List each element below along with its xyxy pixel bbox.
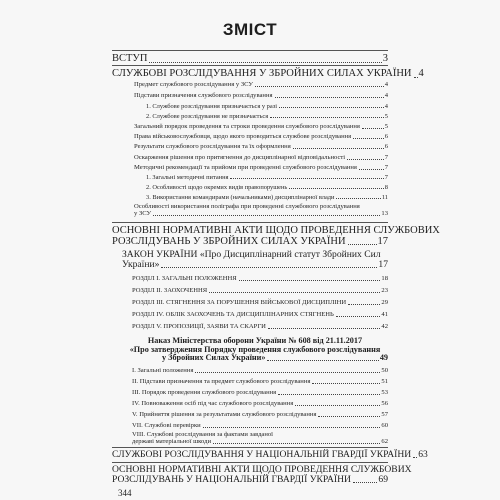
- toc-entry-page: 63: [418, 449, 428, 460]
- toc-entry: [146, 114, 388, 120]
- toc-entry-page: 5: [384, 113, 388, 120]
- toc-entry-text-line: у ЗСУ: [134, 209, 152, 217]
- toc-entry-material-damage: [132, 432, 388, 446]
- toc-entry-page: 5: [384, 123, 388, 130]
- toc-entry-text: ІІ. Підстави призначення та предмет службового розслідування: [132, 378, 311, 385]
- toc-entry-text-line: ЗАКОН УКРАЇНИ «Про Дисциплінарний статут Збройних Сил: [122, 249, 381, 260]
- toc-entry-page: 6: [384, 133, 388, 140]
- toc-entry-text-line: ОСНОВНІ НОРМАТИВНІ АКТИ ЩОДО ПРОВЕДЕННЯ СЛУЖБОВИХ: [112, 225, 440, 236]
- footer-page-number: 344: [118, 488, 132, 498]
- toc-entry-text: 2. Особливості щодо окремих видів правопорушень: [146, 184, 288, 191]
- toc-entry-text: V. Прийняття рішення за результатами службового розслідування: [132, 411, 317, 418]
- toc-entry: [134, 144, 388, 151]
- toc-entry-page: 57: [381, 411, 388, 418]
- top-rule: [112, 50, 388, 51]
- toc-entry-page: 42: [381, 323, 388, 330]
- toc-entry-text: Права військовослужбовця, щодо якого проводиться службове розслідування: [134, 133, 352, 140]
- toc-entry-text-line: державі матеріальної шкоди: [132, 437, 211, 445]
- toc-entry-text: Підстави призначення службового розслідування: [134, 92, 273, 99]
- toc-entry-afu-normative-acts: [112, 225, 440, 248]
- dot-leader: [353, 482, 377, 483]
- toc-entry-text: Загальний порядок проведення та строки проведення службового розслідування: [134, 123, 360, 130]
- dot-leader: [213, 443, 380, 444]
- toc-entry-law-disciplinary-statute: [122, 250, 388, 270]
- dot-leader: [293, 148, 384, 149]
- dot-leader: [336, 316, 381, 317]
- section-rule: [112, 462, 388, 463]
- dot-leader: [209, 292, 380, 293]
- toc-entry-page: 4: [384, 81, 388, 88]
- toc-entry-text: 2. Службове розслідування не призначається: [146, 113, 269, 120]
- toc-entry: [134, 124, 388, 131]
- toc-entry-page: 7: [384, 164, 388, 171]
- toc-entry: [134, 155, 388, 162]
- toc-entry-page: 50: [381, 367, 388, 374]
- toc-entry-text-line: РОЗСЛІДУВАНЬ У ЗБРОЙНИХ СИЛАХ УКРАЇНИ: [112, 236, 346, 248]
- toc-entry-text: Методичні рекомендації та прийоми при проведенні службового розслідування: [134, 164, 357, 171]
- toc-entry-text: Результати службового розслідування та їх оформлення: [134, 143, 291, 150]
- toc-entry-text: ІІІ. Порядок проведення службового розслідування: [132, 389, 277, 396]
- dot-leader: [255, 86, 384, 87]
- section-rule: [112, 65, 388, 66]
- toc-entry-page: 69: [378, 474, 388, 486]
- toc-entry-page: 23: [381, 287, 388, 294]
- toc-entry: [146, 195, 388, 201]
- toc-entry: [132, 300, 388, 307]
- dot-leader: [336, 198, 380, 199]
- dot-leader: [318, 416, 380, 417]
- toc-entry-afu-investigations: [112, 68, 424, 80]
- toc-entry-page: 60: [381, 422, 388, 429]
- toc-entry-text-line: у Збройних Силах України»: [162, 353, 266, 363]
- toc-entry-text: РОЗДІЛ І. ЗАГАЛЬНІ ПОЛОЖЕННЯ: [132, 275, 237, 282]
- dot-leader: [413, 457, 417, 458]
- toc-entry: [146, 104, 388, 110]
- toc-entry-text: СЛУЖБОВІ РОЗСЛІДУВАННЯ У НАЦІОНАЛЬНІЙ ГВАРДІЇ УКРАЇНИ: [112, 449, 412, 460]
- toc-entry-text: 1. Загальні методичні питання: [146, 174, 229, 181]
- toc-entry-ngu-normative-acts: [112, 464, 412, 486]
- dot-leader: [348, 304, 380, 305]
- toc-entry-text: VІІ. Службові перевірки: [132, 422, 201, 429]
- toc-entry: [132, 324, 388, 331]
- toc-entry-text: ВСТУП: [112, 53, 148, 64]
- toc-entry: [146, 175, 388, 181]
- toc-entry-text: 1. Службове розслідування призначається у разі: [146, 103, 278, 110]
- dot-leader: [153, 215, 380, 216]
- dot-leader: [239, 280, 381, 281]
- dot-leader: [353, 138, 384, 139]
- dot-leader: [312, 383, 380, 384]
- toc-entry-text-line: України»: [122, 259, 160, 271]
- toc-entry-page: 49: [379, 353, 388, 363]
- toc-entry-page: 56: [381, 400, 388, 407]
- toc-entry: [132, 312, 388, 319]
- dot-leader: [275, 97, 384, 98]
- toc-entry-page: 17: [377, 236, 388, 248]
- toc-entry: [134, 93, 388, 100]
- toc-entry-page: 11: [381, 194, 388, 201]
- toc-entry-page: 4: [384, 92, 388, 99]
- toc-entry-page: 17: [378, 259, 388, 271]
- dot-leader: [268, 328, 380, 329]
- toc-entry-text: СЛУЖБОВІ РОЗСЛІДУВАННЯ У ЗБРОЙНИХ СИЛАХ УКРАЇНИ: [112, 68, 412, 79]
- dot-leader: [195, 372, 380, 373]
- toc-entry: [132, 368, 388, 375]
- toc-entry-text-line: VІІІ. Службові розслідування за фактами завданої: [132, 431, 274, 438]
- dot-leader: [267, 360, 378, 361]
- toc-entry-intro: [112, 54, 388, 65]
- toc-entry-text: РОЗДІЛ V. ПРОПОЗИЦІЇ, ЗАЯВИ ТА СКАРГИ: [132, 323, 266, 330]
- toc-entry-text: 3. Використання командирами (начальниками) дисциплінарної влади: [146, 194, 335, 201]
- toc-entry-ngu-investigations: [112, 449, 428, 460]
- dot-leader: [278, 394, 380, 395]
- toc-entry: [132, 412, 388, 419]
- toc-entry-page: 3: [382, 53, 388, 64]
- dot-leader: [347, 159, 384, 160]
- dot-leader: [161, 267, 377, 268]
- toc-entry: [134, 165, 388, 172]
- toc-entry-page: 8: [384, 184, 388, 191]
- dot-leader: [230, 178, 383, 179]
- toc-entry: [134, 134, 388, 141]
- dot-leader: [414, 77, 418, 78]
- toc-entry-mod-order-608: [122, 337, 388, 363]
- toc-entry-page: 4: [418, 68, 424, 79]
- toc-entry-text: РОЗДІЛ ІІ. ЗАОХОЧЕННЯ: [132, 287, 208, 294]
- toc-entry: [146, 185, 388, 191]
- toc-entry-page: 53: [381, 389, 388, 396]
- dot-leader: [295, 405, 380, 406]
- toc-entry-page: 29: [381, 299, 388, 306]
- toc-entry-page: 6: [384, 143, 388, 150]
- toc-entry-page: 41: [381, 311, 388, 318]
- toc-entry-polygraph: [134, 204, 388, 218]
- toc-entry-text-line: ОСНОВНІ НОРМАТИВНІ АКТИ ЩОДО ПРОВЕДЕННЯ СЛУЖБОВИХ: [112, 464, 412, 475]
- toc-entry: [134, 82, 388, 89]
- dot-leader: [279, 107, 384, 108]
- dot-leader: [362, 128, 384, 129]
- toc-entry: [132, 401, 388, 408]
- toc-entry-text: Оскарження рішення про притягнення до дисциплінарної відповідальності: [134, 154, 346, 161]
- toc-entry-page: 13: [381, 209, 388, 217]
- dot-leader: [149, 62, 381, 63]
- toc-entry-text: IV. Повноваження осіб під час службового розслідування: [132, 400, 294, 407]
- toc-entry: [132, 288, 388, 295]
- toc-entry-text-line: Особливості використання поліграфа при проведенні службового розслідування: [134, 203, 360, 210]
- toc-entry-page: 7: [384, 174, 388, 181]
- page-title: ЗМІСТ: [222, 20, 278, 39]
- dot-leader: [359, 169, 384, 170]
- toc-entry-text-line: РОЗСЛІДУВАНЬ У НАЦІОНАЛЬНІЙ ГВАРДІЇ УКРАЇНИ: [112, 474, 351, 486]
- section-rule: [112, 447, 388, 448]
- dot-leader: [348, 244, 377, 245]
- toc-entry: [132, 379, 388, 386]
- toc-entry: [132, 276, 388, 283]
- toc-entry-text: Предмет службового розслідування у ЗСУ: [134, 81, 254, 88]
- dot-leader: [203, 427, 381, 428]
- section-rule: [112, 222, 388, 223]
- toc-entry: [132, 390, 388, 397]
- toc-entry-page: 51: [381, 378, 388, 385]
- toc-entry-text: І. Загальні положення: [132, 367, 194, 374]
- dot-leader: [270, 117, 384, 118]
- toc-entry-text: РОЗДІЛ IV. ОБЛІК ЗАОХОЧЕНЬ ТА ДИСЦИПЛІНАРНИХ СТЯГНЕНЬ: [132, 311, 334, 318]
- dot-leader: [289, 188, 383, 189]
- toc-entry: [132, 423, 388, 430]
- toc-entry-text-line: Наказ Міністерства оборони України № 608 від 21.11.2017: [147, 336, 363, 345]
- toc-entry-page: 7: [384, 154, 388, 161]
- toc-entry-page: 4: [384, 103, 388, 110]
- toc-entry-text: РОЗДІЛ ІІІ. СТЯГНЕННЯ ЗА ПОРУШЕННЯ ВІЙСЬКОВОЇ ДИСЦИПЛІНИ: [132, 299, 347, 306]
- toc-entry-page: 18: [381, 275, 388, 282]
- toc-entry-page: 62: [381, 437, 388, 445]
- toc-entry-text-line: «Про затвердження Порядку проведення службового розслідування: [129, 344, 381, 354]
